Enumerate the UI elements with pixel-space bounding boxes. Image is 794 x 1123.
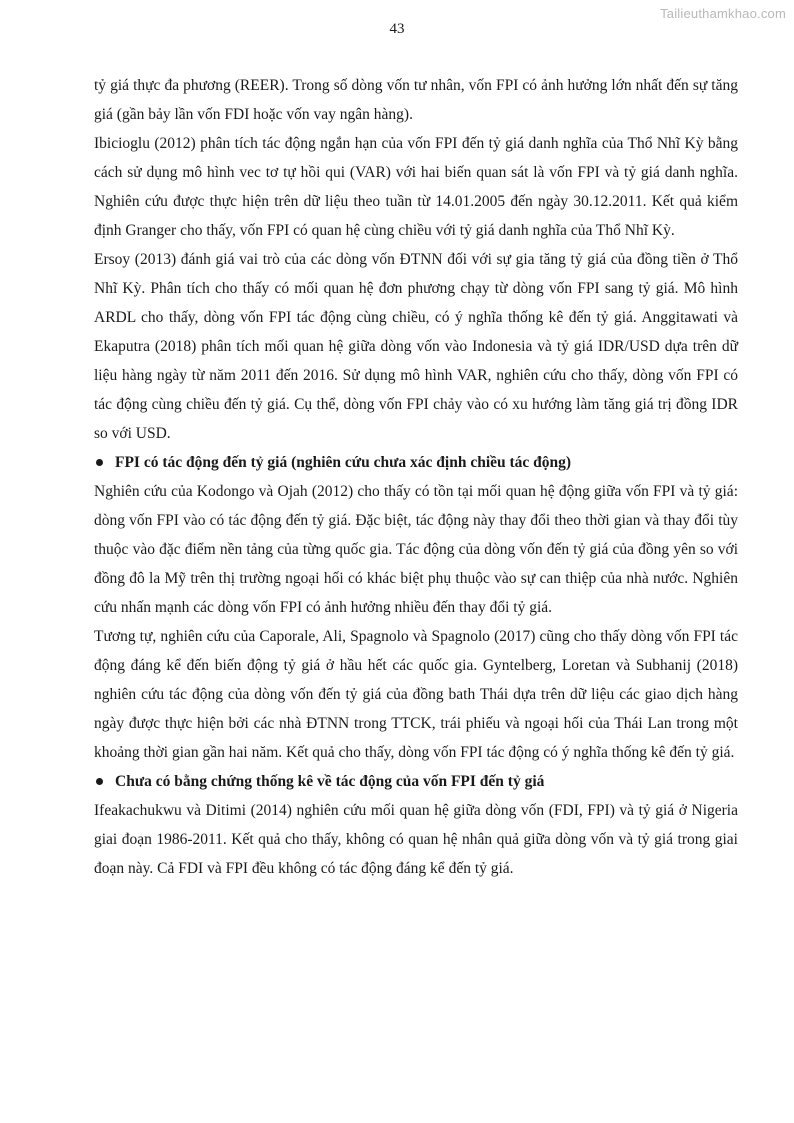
paragraph-reer: tỷ giá thực đa phương (REER). Trong số dòng vốn tư nhân, vốn FPI có ảnh hưởng lớn nhất đến sự tăng giá (gần bảy lần vốn FDI hoặc vốn vay ngân hàng).: [94, 77, 738, 123]
paragraph-caporale: Tương tự, nghiên cứu của Caporale, Ali, Spagnolo và Spagnolo (2017) cũng cho thấy dòng vốn FPI tác động đáng kể đến biến động tỷ giá ở hầu hết các quốc gia. Gyntelberg, Loretan và Subhanij (2018) nghiên cứu tác động của dòng vốn đến tỷ giá của đồng bath Thái dựa trên dữ liệu các giao dịch hàng ngày được thực hiện bởi các nhà ĐTNN trong TTCK, trái phiếu và ngoại hối của Thái Lan trong một khoảng thời gian gần hai năm. Kết quả cho thấy, dòng vốn FPI tác động có ý nghĩa thống kê đến tỷ giá.: [94, 628, 738, 761]
section-heading-text: FPI có tác động đến tỷ giá (nghiên cứu chưa xác định chiều tác động): [115, 454, 572, 471]
section-heading-direction-unknown: [94, 448, 738, 477]
page-number: 43: [389, 21, 405, 37]
paragraph-ersoy: Ersoy (2013) đánh giá vai trò của các dòng vốn ĐTNN đối với sự gia tăng tỷ giá của đồng tiền ở Thổ Nhĩ Kỳ. Phân tích cho thấy có mối quan hệ đơn phương chạy từ dòng vốn FPI sang tỷ giá. Mô hình ARDL cho thấy, dòng vốn FPI tác động cùng chiều, có ý nghĩa thống kê đến tỷ giá. Anggitawati và Ekaputra (2018) phân tích mối quan hệ giữa dòng vốn vào Indonesia và tỷ giá IDR/USD dựa trên dữ liệu hàng ngày từ năm 2011 đến 2016. Sử dụng mô hình VAR, nghiên cứu cho thấy, dòng vốn FPI có tác động cùng chiều đến tỷ giá. Cụ thể, dòng vốn FPI chảy vào có xu hướng làm tăng giá trị đồng IDR so với USD.: [94, 251, 738, 442]
bullet-icon: [96, 778, 103, 785]
section-heading-no-evidence: [94, 767, 738, 796]
paragraph-ifeakachukwu: Ifeakachukwu và Ditimi (2014) nghiên cứu mối quan hệ giữa dòng vốn (FDI, FPI) và tỷ giá ở Nigeria giai đoạn 1986-2011. Kết quả cho thấy, không có quan hệ nhân quả giữa dòng vốn và tỷ giá trong giai đoạn này. Cả FDI và FPI đều không có tác động đáng kể đến tỷ giá.: [94, 802, 738, 877]
paragraph-kodongo: Nghiên cứu của Kodongo và Ojah (2012) cho thấy có tồn tại mối quan hệ động giữa vốn FPI và tỷ giá: dòng vốn FPI vào có tác động đến tỷ giá. Đặc biệt, tác động này thay đổi theo thời gian và thay đổi tùy thuộc vào đặc điểm nền tảng của từng quốc gia. Tác động của dòng vốn đến tỷ giá của đồng yên so với đồng đô la Mỹ trên thị trường ngoại hối có khác biệt phụ thuộc vào sự can thiệp của nhà nước. Nghiên cứu nhấn mạnh các dòng vốn FPI có ảnh hưởng nhiều đến thay đổi tỷ giá.: [94, 483, 738, 616]
section-heading-text: Chưa có bằng chứng thống kê về tác động của vốn FPI đến tỷ giá: [115, 773, 545, 790]
document-body: [94, 71, 738, 883]
watermark-text: Tailieuthamkhao.com: [660, 6, 786, 21]
paragraph-ibicioglu: Ibicioglu (2012) phân tích tác động ngắn hạn của vốn FPI đến tỷ giá danh nghĩa của Thổ Nhĩ Kỳ bằng cách sử dụng mô hình vec tơ tự hồi qui (VAR) với hai biến quan sát là vốn FPI và tỷ giá danh nghĩa. Nghiên cứu được thực hiện trên dữ liệu theo tuần từ 14.01.2005 đến ngày 30.12.2011. Kết quả kiểm định Granger cho thấy, vốn FPI có quan hệ cùng chiều với tỷ giá danh nghĩa của Thổ Nhĩ Kỳ.: [94, 135, 738, 239]
bullet-icon: [96, 459, 103, 466]
